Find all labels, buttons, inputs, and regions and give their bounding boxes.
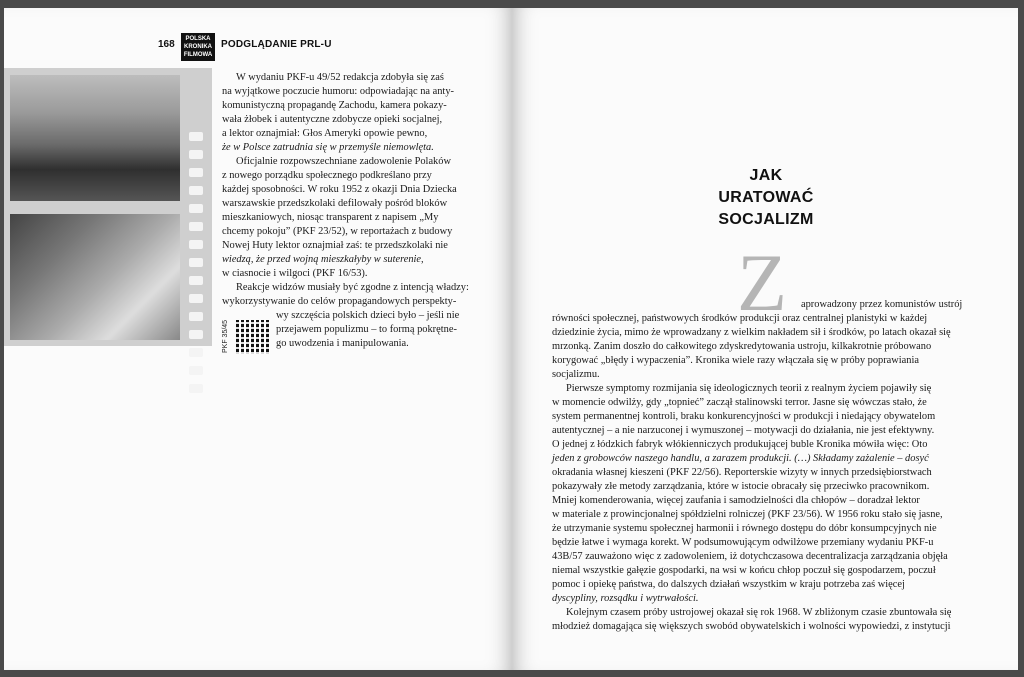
text-line: Pierwsze symptomy rozmijania się ideologicznych teorii z realnym życiem pojawiły się — [566, 383, 932, 394]
text-line: że w Polsce zatrudnia się w przemyśle niemowlęta. — [222, 142, 434, 153]
running-title: PODGLĄDANIE PRL-U — [221, 39, 332, 50]
text-line: okradania własnej kieszeni (PKF 22/56). Reporterskie wizyty w innych przedsiębiorstwach — [552, 467, 932, 478]
pkf-logo: POLSKA KRONIKA FILMOWA — [181, 33, 215, 61]
text-line: że utrzymanie systemu społecznej harmonii i równego dostępu do dóbr konsumpcyjnych nie — [552, 523, 937, 534]
text-line: młodzież domagająca się większych swobód obywatelskich i wolności wypowiedzi, z instytucji — [552, 621, 951, 632]
text-line: korygować „błędy i wypaczenia”. Kronika wiele razy włączała się w próby poprawiania — [552, 355, 919, 366]
text-line: autentycznej – a nie narzuconej i wymuszonej – motywacji do działania, nie jest efektywny. — [552, 425, 935, 436]
text-line: Mniej komenderowania, więcej zaufania i samodzielności dla chłopów – doradzał lektor — [552, 495, 920, 506]
text-line: Kolejnym czasem próby ustrojowej okazał się rok 1968. W zbliżonym czasie zbuntowała się — [566, 607, 952, 618]
pkf-code-label: PKF 35/45 — [222, 319, 229, 353]
text-line: warszawskie przedszkolaki defilowały pośród bloków — [222, 198, 448, 209]
text-line: z nowego porządku społecznego podkreślano przy — [222, 170, 432, 181]
text-line: równości społecznej, państwowych środków produkcji oraz centralnej planistyki w każdej — [552, 313, 928, 324]
text-line: wała żłobek i autentyczne zdobycze opieki socjalnej, — [222, 114, 443, 125]
parade-photo — [10, 75, 180, 201]
text-line: socjalizmu. — [552, 369, 600, 380]
text-line: w materiale z prowincjonalnej spółdzielni rolniczej (PKF 23/56). W 1956 roku stało się jasne, — [552, 509, 943, 520]
text-line: wiedzą, że przed wojną mieszkałyby w suterenie, — [222, 254, 424, 265]
text-line: jeden z grobowców naszego handlu, a zarazem produkcji. (…) Składamy zażalenie – dosyć — [552, 453, 929, 464]
drop-cap: Z — [737, 237, 788, 328]
text-line: a lektor oznajmiał: Głos Ameryki opowie pewno, — [222, 128, 428, 139]
text-line: wykorzystywanie do celów propagandowych perspekty- — [222, 296, 457, 307]
page-number: 168 — [158, 39, 175, 50]
text-line: każdej sposobności. W roku 1952 z okazji Dnia Dziecka — [222, 184, 457, 195]
film-perforations — [189, 132, 207, 402]
text-line: Oficjalnie rozpowszechniane zadowolenie Polaków — [236, 156, 451, 167]
text-line: Nowej Huty lektor oznajmiał zaś: te przedszkolaki nie — [222, 240, 448, 251]
text-line: w ciasnocie i wilgoci (PKF 16/53). — [222, 268, 368, 279]
text-line: będzie łatwe i wymaga korekt. W podsumowującym odwilżowe przemiany wydaniu PKF-u — [552, 537, 934, 548]
text-line: dziedzinie życia, mimo że wprowadzany z wielkim nakładem sił i środków, po latach okazał się — [552, 327, 951, 338]
text-line: aprowadzony przez komunistów ustrój — [801, 299, 963, 310]
text-line: mrzonką. Zanim doszło do całkowitego zdyskredytowania ustroju, kilkakrotnie próbowano — [552, 341, 932, 352]
text-line: przejawem populizmu – to formą pokrętne- — [276, 324, 457, 335]
text-line: go uwodzenia i manipulowania. — [276, 338, 409, 349]
qr-code[interactable] — [236, 320, 270, 354]
text-line: pokazywały złe metody zarządzania, które w istocie obracały się przeciwko pracownikom. — [552, 481, 930, 492]
text-line: komunistyczną propagandę Zachodu, kamera pokazy- — [222, 100, 447, 111]
children-photo — [10, 214, 180, 340]
left-page — [4, 8, 512, 670]
text-line: system permanentnej kontroli, braku konkurencyjności w produkcji i niedający obywatelom — [552, 411, 936, 422]
text-line: O jednej z łódzkich fabryk włókienniczych produkującej buble Kronika mówiła więc: Oto — [552, 439, 928, 450]
text-line: mieszkaniowych, niosąc transparent z napisem „My — [222, 212, 439, 223]
text-line: 43B/57 zauważono więc z zadowoleniem, iż dotychczasowa decentralizacja zarządzania objęła — [552, 551, 948, 562]
text-line: na wyjątkowe poczucie humoru: odpowiadając na anty- — [222, 86, 454, 97]
chapter-title: JAK URATOWAĆ SOCJALIZM — [718, 167, 814, 228]
text-line: W wydaniu PKF-u 49/52 redakcja zdobyła się zaś — [236, 72, 444, 83]
text-line: Reakcje widzów musiały być zgodne z intencją władzy: — [236, 282, 469, 293]
text-line: wy szczęścia polskich dzieci było – jeśli nie — [276, 310, 460, 321]
text-line: chcemy pokoju” (PKF 23/52), w reportażach z budowy — [222, 226, 453, 237]
text-line: pomoc i opiekę państwa, do dalszych działań wszystkim w kraju potrzeba zaś więcej — [552, 579, 905, 590]
text-line: niemal wszystkie gałęzie gospodarki, na wsi w końcu chłop poczuł się gospodarzem, poczuł — [552, 565, 936, 576]
right-page — [512, 8, 1018, 670]
text-line: dyscypliny, rozsądku i wytrwałości. — [552, 593, 699, 604]
text-line: w momencie odwilży, gdy „topnieć” zaczął stalinowski terror. Jasne się wówczas stało, że — [552, 397, 927, 408]
